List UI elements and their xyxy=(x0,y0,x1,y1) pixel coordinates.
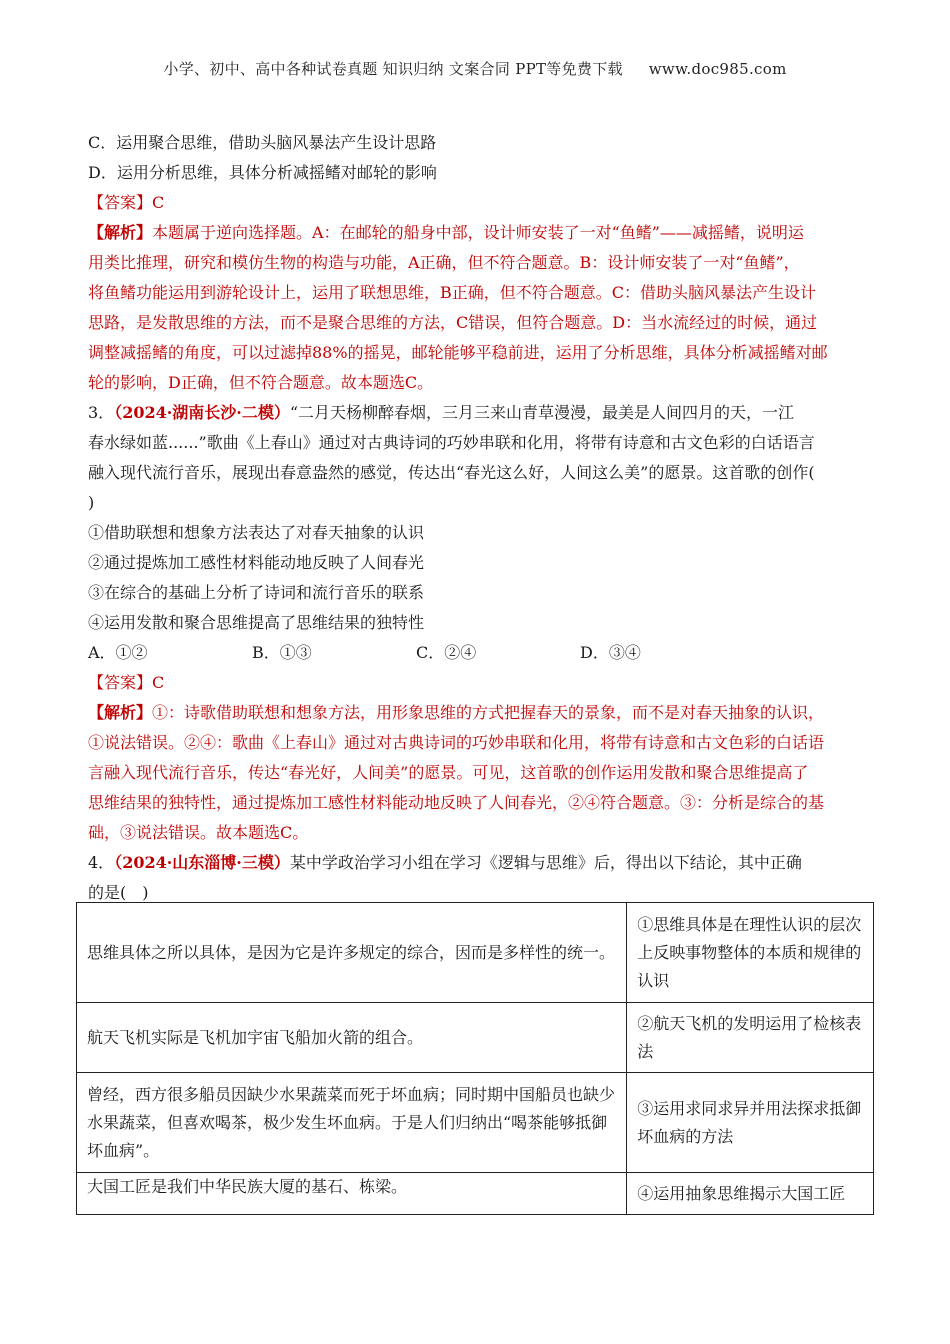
q3-analysis-tag: 【解析】 xyxy=(88,703,153,722)
q3-stem-line: 融入现代流行音乐，展现出春意盎然的感觉，传达出“春光这么好，人间这么美”的愿景。这首歌的创作( xyxy=(88,463,815,482)
table-row xyxy=(77,1003,874,1073)
q3-option-d: D．③④ xyxy=(580,643,641,662)
q2-analysis-line: 用类比推理，研究和模仿生物的构造与功能，A正确，但不符合题意。B：设计师安装了一对“鱼鳍”， xyxy=(88,253,800,272)
header-text: 小学、初中、高中各种试卷真题 知识归纳 文案合同 PPT等免费下载 xyxy=(163,60,623,78)
table-cell-statement: 航天飞机实际是飞机加宇宙飞船加火箭的组合。 xyxy=(77,1003,627,1073)
table-cell-conclusion: ③运用求同求异并用法探求抵御坏血病的方法 xyxy=(627,1073,874,1173)
q4-table xyxy=(76,902,874,1215)
table-row xyxy=(77,1073,874,1173)
q3-options xyxy=(88,638,864,668)
q3-statement: ③在综合的基础上分析了诗词和流行音乐的联系 xyxy=(88,583,425,602)
q3-statement: ④运用发散和聚合思维提高了思维结果的独特性 xyxy=(88,613,425,632)
table-row xyxy=(77,903,874,1003)
table-cell-conclusion: ②航天飞机的发明运用了检核表法 xyxy=(627,1003,874,1073)
q4-number: 4． xyxy=(88,853,115,872)
header-site-link[interactable]: www.doc985.com xyxy=(648,60,787,78)
q3-option-a: A．①② xyxy=(88,643,148,662)
q2-analysis-line: 轮的影响，D正确，但不符合题意。故本题选C。 xyxy=(88,373,434,392)
q3-number: 3． xyxy=(88,403,115,422)
table-cell-statement: 大国工匠是我们中华民族大厦的基石、栋梁。 xyxy=(77,1173,627,1215)
q3-source: （2024·湖南长沙·二模） xyxy=(114,403,290,422)
q3-analysis-line: ①说法错误。②④：歌曲《上春山》通过对古典诗词的巧妙串联和化用，将带有诗意和古文色彩的白话语 xyxy=(88,733,825,752)
q2-analysis-line: 【解析】本题属于逆向选择题。A：在邮轮的船身中部，设计师安装了一对“鱼鳍”——减摇鳍，说明运 xyxy=(88,223,804,242)
q2-option-d: D．运用分析思维，具体分析减摇鳍对邮轮的影响 xyxy=(88,163,437,182)
q2-analysis-line: 调整减摇鳍的角度，可以过滤掉88%的摇晃，邮轮能够平稳前进，运用了分析思维，具体分析减摇鳍对邮 xyxy=(88,343,828,362)
table-cell-statement: 曾经，西方很多船员因缺少水果蔬菜而死于坏血病；同时期中国船员也缺少水果蔬菜，但喜欢喝茶，极少发生坏血病。于是人们归纳出“喝茶能够抵御坏血病”。 xyxy=(77,1073,627,1173)
q3-stem-line: 3．（2024·湖南长沙·二模）“二月天杨柳醉春烟，三月三来山青草漫漫，最美是人间四月的天，一江 xyxy=(88,403,795,422)
document-body xyxy=(88,128,864,908)
table-cell-statement: 思维具体之所以具体，是因为它是许多规定的综合，因而是多样性的统一。 xyxy=(77,903,627,1003)
table-row xyxy=(77,1173,874,1215)
q3-statement: ①借助联想和想象方法表达了对春天抽象的认识 xyxy=(88,523,425,542)
q2-analysis-line: 将鱼鳍功能运用到游轮设计上，运用了联想思维，B正确，但不符合题意。C：借助头脑风暴法产生设计 xyxy=(88,283,817,302)
q3-analysis-line: 言融入现代流行音乐，传达“春光好，人间美”的愿景。可见，这首歌的创作运用发散和聚合思维提高了 xyxy=(88,763,809,782)
q4-stem-line: 的是( ) xyxy=(88,883,149,902)
q2-analysis-tag: 【解析】 xyxy=(88,223,153,242)
q2-option-c: C．运用聚合思维，借助头脑风暴法产生设计思路 xyxy=(88,133,437,152)
q3-stem-line: 春水绿如蓝......”歌曲《上春山》通过对古典诗词的巧妙串联和化用，将带有诗意和古文色彩的白话语言 xyxy=(88,433,815,452)
q3-analysis-line: 础，③说法错误。故本题选C。 xyxy=(88,823,309,842)
q3-analysis-line: 思维结果的独特性，通过提炼加工感性材料能动地反映了人间春光，②④符合题意。③：分析是综合的基 xyxy=(88,793,825,812)
q3-answer: 【答案】C xyxy=(88,673,165,692)
q2-analysis-line: 思路，是发散思维的方法，而不是聚合思维的方法，C错误，但符合题意。D：当水流经过的时候，通过 xyxy=(88,313,818,332)
q3-option-b: B．①③ xyxy=(252,643,312,662)
table-cell-conclusion: ④运用抽象思维揭示大国工匠 xyxy=(627,1173,874,1215)
q3-analysis-line: 【解析】①：诗歌借助联想和想象方法，用形象思维的方式把握春天的景象，而不是对春天抽象的认识， xyxy=(88,703,825,722)
q4-stem-line: 4．（2024·山东淄博·三模）某中学政治学习小组在学习《逻辑与思维》后，得出以下结论，其中正确 xyxy=(88,853,802,872)
q3-statement: ②通过提炼加工感性材料能动地反映了人间春光 xyxy=(88,553,425,572)
page-header xyxy=(0,58,950,79)
q3-option-c: C．②④ xyxy=(416,643,477,662)
q2-answer: 【答案】C xyxy=(88,193,165,212)
table-cell-conclusion: ①思维具体是在理性认识的层次上反映事物整体的本质和规律的认识 xyxy=(627,903,874,1003)
q4-source: （2024·山东淄博·三模） xyxy=(114,853,290,872)
q3-stem-line: ) xyxy=(88,493,95,512)
